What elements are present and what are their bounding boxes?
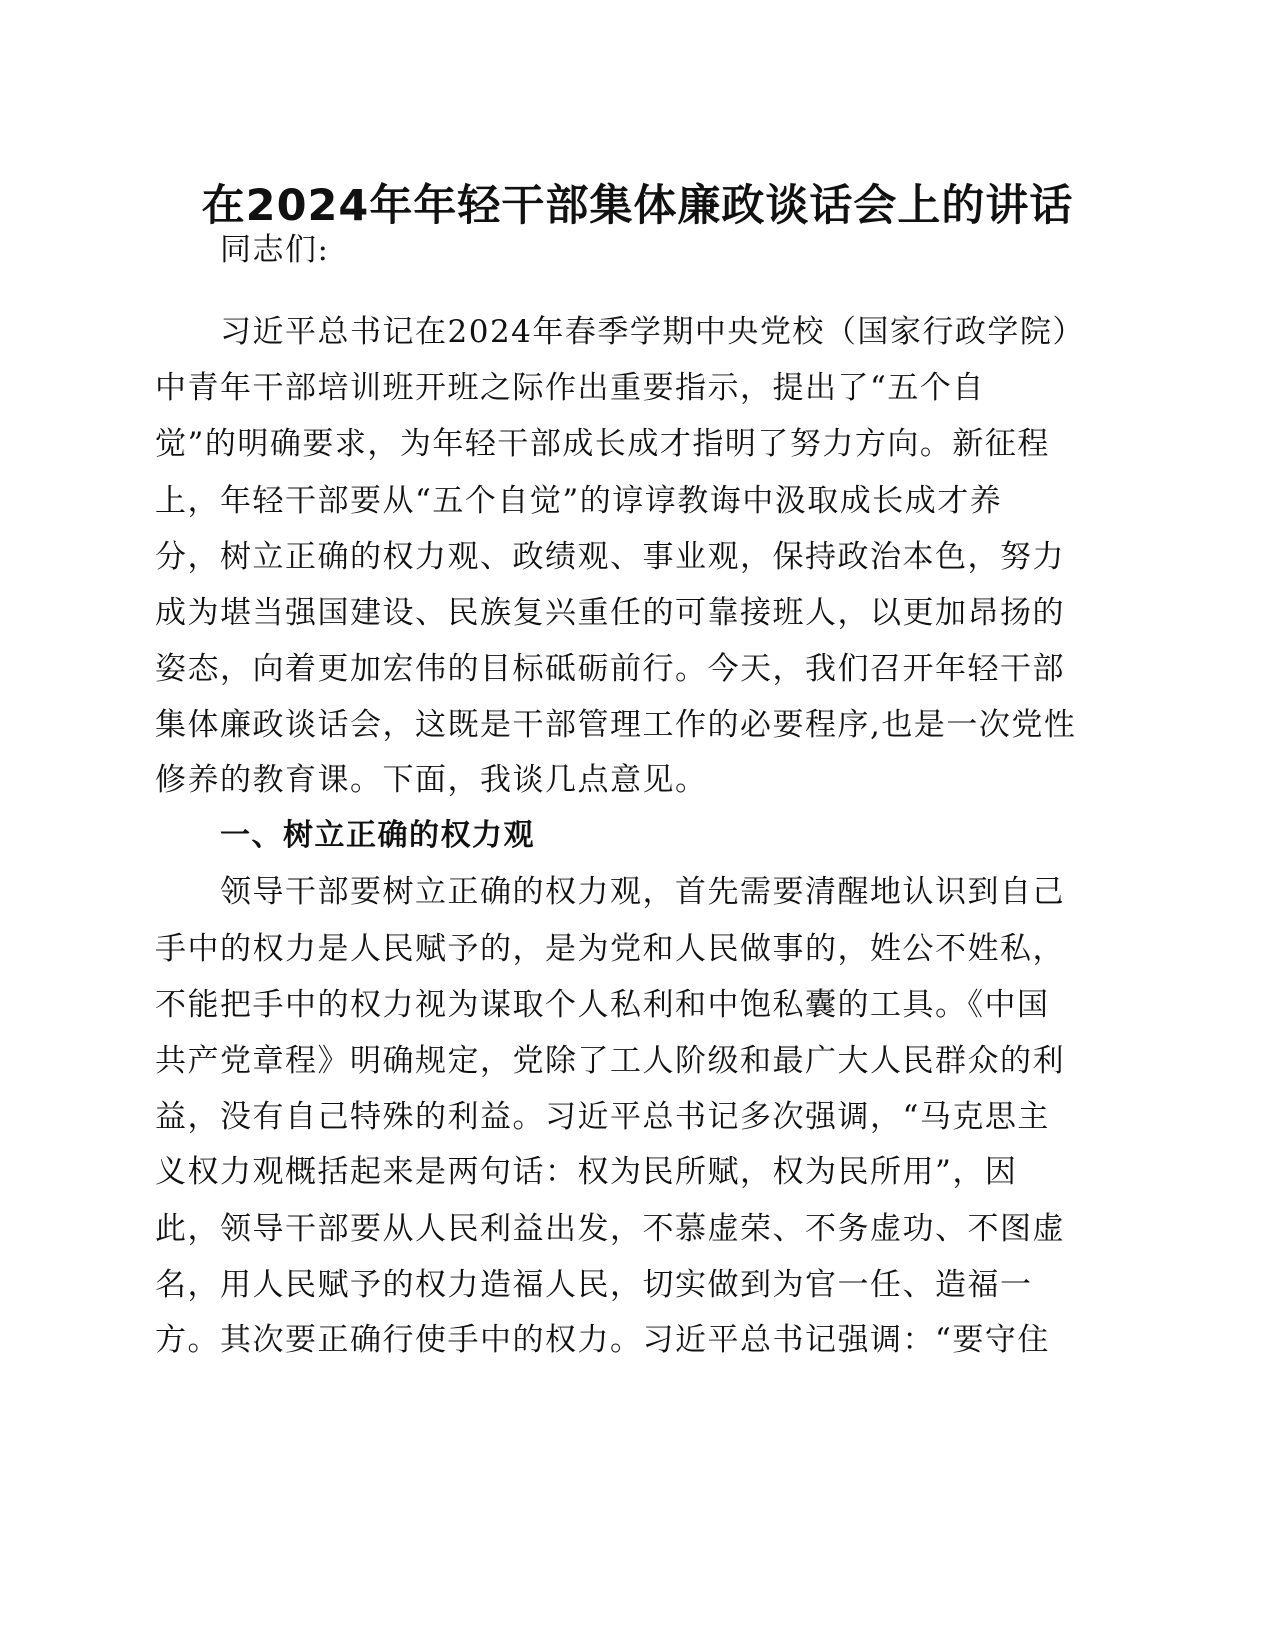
paragraph-line: 益，没有自己特殊的利益。习近平总书记多次强调，“马克思主 bbox=[155, 1099, 1050, 1135]
paragraph-line: 手中的权力是人民赋予的，是为党和人民做事的，姓公不姓私， bbox=[155, 931, 1065, 967]
paragraph-line: 集体廉政谈话会，这既是干部管理工作的必要程序,也是一次党性 bbox=[155, 707, 1077, 743]
paragraph-line: 此，领导干部要从人民利益出发，不慕虚荣、不务虚功、不图虚 bbox=[155, 1211, 1065, 1247]
paragraph-line: 领导干部要树立正确的权力观，首先需要清醒地认识到自己 bbox=[220, 874, 1065, 910]
page-title: 在2024年年轻干部集体廉政谈话会上的讲话 bbox=[201, 181, 1074, 231]
section-heading: 一、树立正确的权力观 bbox=[220, 818, 535, 853]
paragraph-line: 中青年干部培训班开班之际作出重要指示，提出了“五个自 bbox=[155, 370, 985, 406]
paragraph-line: 上，年轻干部要从“五个自觉”的谆谆教诲中汲取成长成才养 bbox=[155, 483, 1003, 519]
paragraph-line: 方。其次要正确行使手中的权力。习近平总书记强调：“要守住 bbox=[155, 1322, 1050, 1358]
paragraph-line: 义权力观概括起来是两句话：权为民所赋，权为民所用”，因 bbox=[155, 1154, 1018, 1190]
paragraph-line: 修养的教育课。下面，我谈几点意见。 bbox=[155, 762, 708, 798]
paragraph-line: 成为堪当强国建设、民族复兴重任的可靠接班人，以更加昂扬的 bbox=[155, 595, 1065, 631]
salutation: 同志们: bbox=[220, 232, 330, 268]
paragraph-line: 共产党章程》明确规定，党除了工人阶级和最广大人民群众的利 bbox=[155, 1043, 1065, 1079]
paragraph-line: 姿态，向着更加宏伟的目标砥砺前行。今天，我们召开年轻干部 bbox=[155, 651, 1065, 687]
paragraph-line: 分，树立正确的权力观、政绩观、事业观，保持政治本色，努力 bbox=[155, 539, 1065, 575]
paragraph-line: 觉”的明确要求，为年轻干部成长成才指明了努力方向。新征程 bbox=[155, 426, 1050, 462]
paragraph-line: 不能把手中的权力视为谋取个人私利和中饱私囊的工具。《中国 bbox=[155, 987, 1050, 1023]
paragraph-line: 习近平总书记在2024年春季学期中央党校（国家行政学院） bbox=[220, 314, 1085, 350]
paragraph-line: 名，用人民赋予的权力造福人民，切实做到为官一任、造福一 bbox=[155, 1267, 1033, 1303]
